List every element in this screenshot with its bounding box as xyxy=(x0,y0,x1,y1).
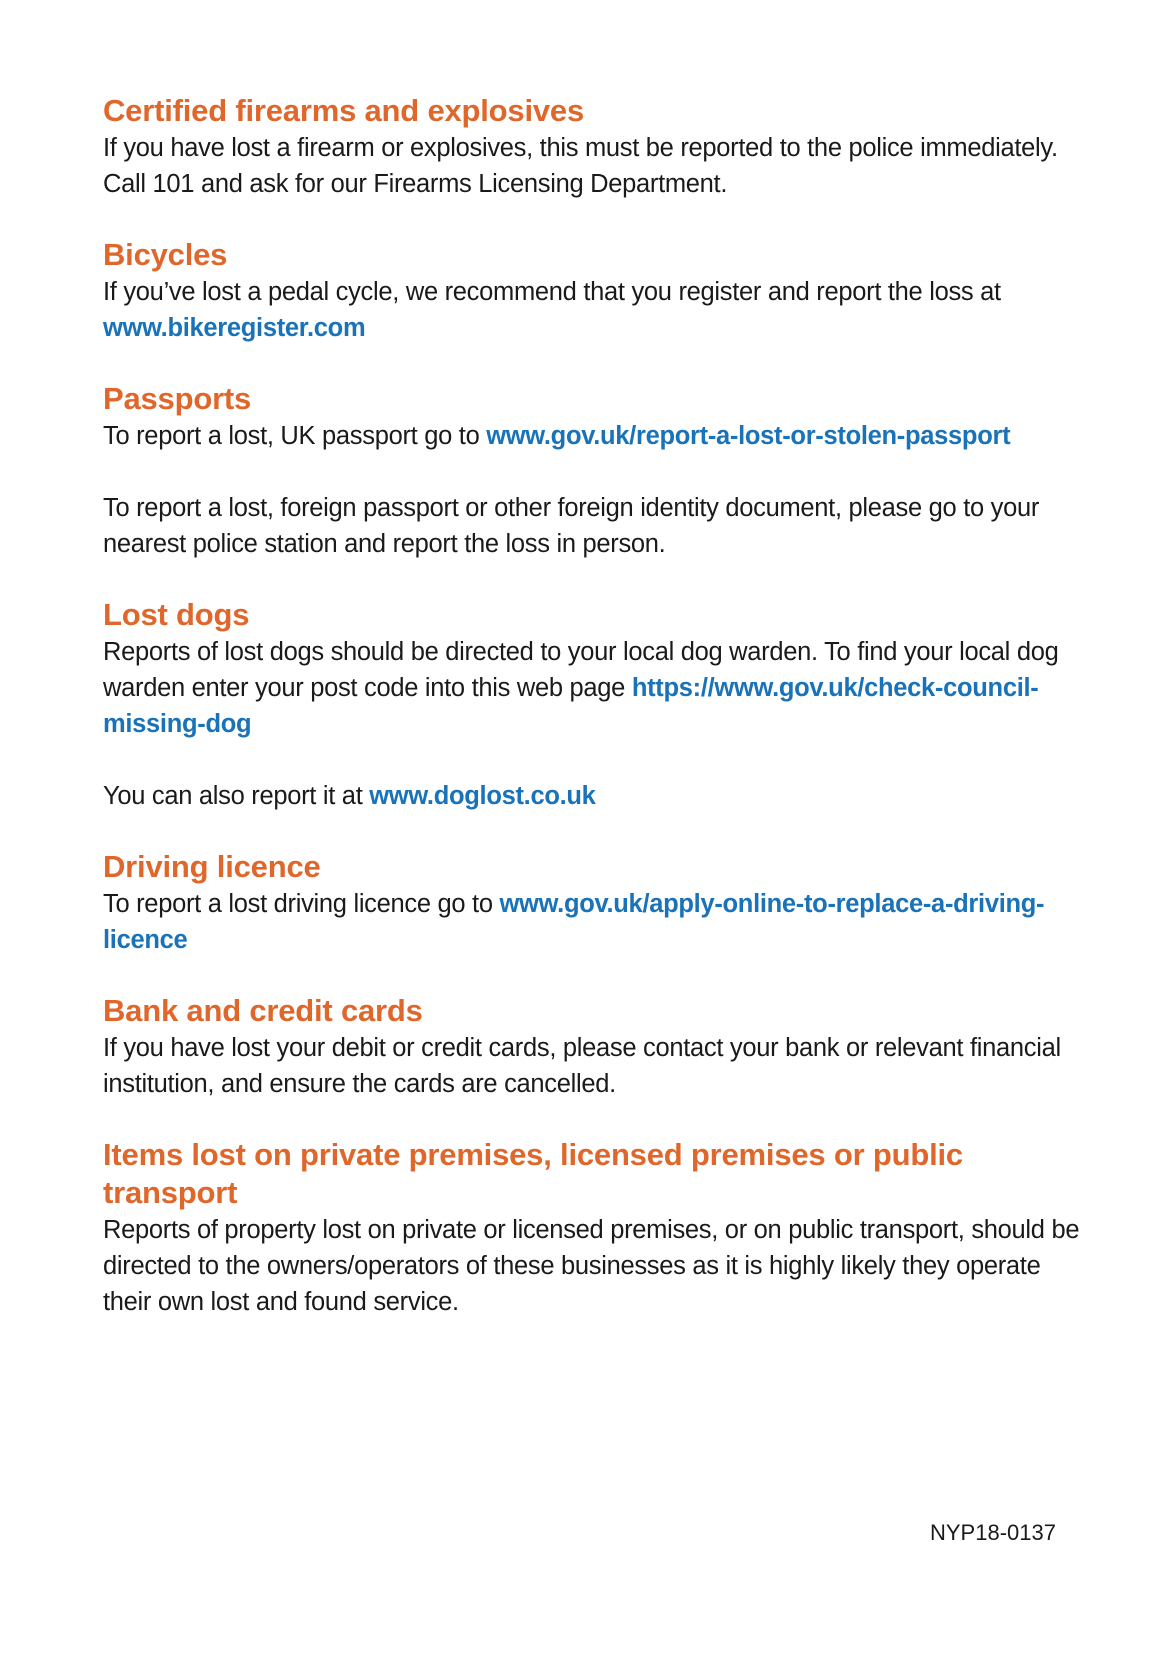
section-firearms xyxy=(103,92,1083,202)
section-heading: Passports xyxy=(103,381,252,416)
section-driving-licence xyxy=(103,848,1083,958)
section-paragraph xyxy=(103,886,1083,958)
paragraph-text: Reports of lost dogs should be directed to your local dog warden. To find your local dog warden enter your post code into this web page xyxy=(103,638,1059,702)
section-paragraph xyxy=(103,130,1083,202)
section-heading: Items lost on private premises, licensed premises or public transport xyxy=(103,1137,963,1210)
section-bicycles xyxy=(103,236,1083,346)
paragraph-text: If you have lost a firearm or explosives, this must be reported to the police immediately. Call 101 and ask for our Firearms Licensing Department. xyxy=(103,134,1058,198)
section-heading: Lost dogs xyxy=(103,597,250,632)
section-paragraph xyxy=(103,274,1083,346)
section-lost-dogs xyxy=(103,596,1083,814)
section-heading: Certified firearms and explosives xyxy=(103,93,584,128)
section-paragraph xyxy=(103,778,1083,814)
paragraph-text: If you have lost your debit or credit cards, please contact your bank or relevant financial institution, and ensure the cards are cancelled. xyxy=(103,1034,1061,1098)
section-paragraph xyxy=(103,490,1083,562)
driving-licence-link[interactable]: www.gov.uk/apply-online-to-replace-a-driving-licence xyxy=(103,890,1045,954)
section-bank-cards xyxy=(103,992,1083,1102)
section-paragraph xyxy=(103,1212,1083,1320)
doglost-link[interactable]: www.doglost.co.uk xyxy=(369,782,596,810)
paragraph-text: To report a lost, UK passport go to xyxy=(103,422,487,450)
paragraph-text: If you’ve lost a pedal cycle, we recommend that you register and report the loss at xyxy=(103,278,1001,306)
section-paragraph xyxy=(103,1030,1083,1102)
document-code: NYP18-0137 xyxy=(930,1520,1056,1545)
section-heading: Bank and credit cards xyxy=(103,993,423,1028)
section-heading: Driving licence xyxy=(103,849,321,884)
section-private-premises xyxy=(103,1136,1083,1320)
passport-link[interactable]: www.gov.uk/report-a-lost-or-stolen-passport xyxy=(486,422,1011,450)
section-paragraph xyxy=(103,418,1083,454)
bikeregister-link[interactable]: www.bikeregister.com xyxy=(103,314,366,342)
section-passports xyxy=(103,380,1083,562)
paragraph-text: Reports of property lost on private or licensed premises, or on public transport, should be directed to the owners/operators of these businesses as it is highly likely they operate their own lost and found service. xyxy=(103,1216,1080,1316)
paragraph-text: To report a lost, foreign passport or other foreign identity document, please go to your nearest police station and report the loss in person. xyxy=(103,494,1040,558)
document-body xyxy=(103,92,1083,1354)
paragraph-text: You can also report it at xyxy=(103,782,370,810)
section-heading: Bicycles xyxy=(103,237,228,272)
section-paragraph xyxy=(103,634,1083,742)
missing-dog-link[interactable]: https://www.gov.uk/check-council-missing-dog xyxy=(103,674,1039,738)
paragraph-text: To report a lost driving licence go to xyxy=(103,890,500,918)
